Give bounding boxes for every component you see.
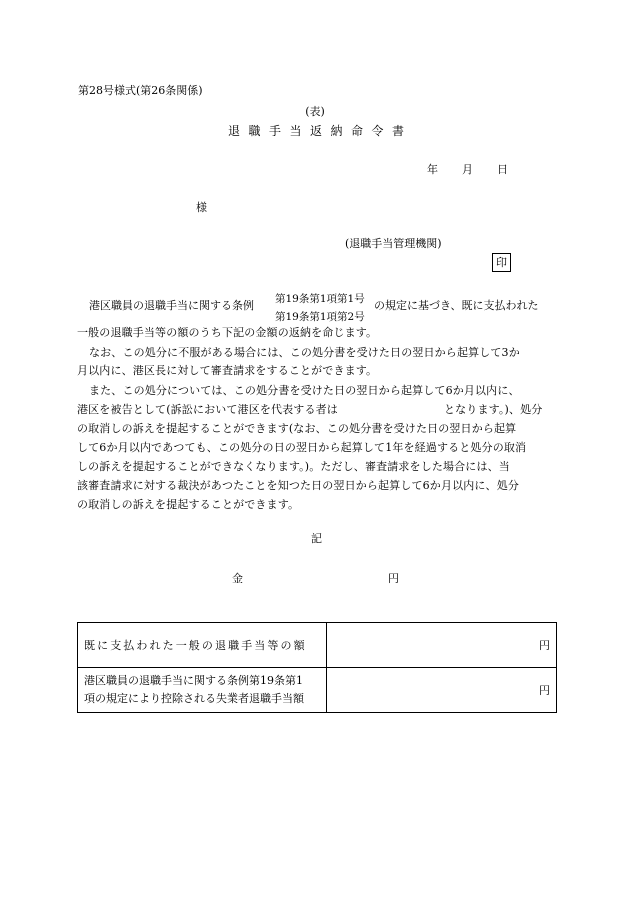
date-year: 年: [427, 163, 438, 176]
paragraph3-line3: の取消しの訴えを提起することができます(なお、この処分書を受けた日の翌日から起算: [77, 422, 517, 435]
table-row: [78, 623, 557, 668]
article-options: [275, 290, 365, 326]
paragraph3-line2b: となります。)、処分: [444, 403, 543, 416]
paragraph3-line6: 該審査請求に対する裁決があつたことを知つた日の翌日から起算して6か月以内に、処分: [77, 479, 519, 492]
table-row: [78, 668, 557, 713]
document-title: 退職手当返納命令書: [228, 124, 413, 138]
form-number: 第28号様式(第26条関係): [78, 84, 203, 97]
row2-label-line2: 項の規定により控除される失業者退職手当額: [84, 692, 304, 705]
row1-unit: 円: [327, 623, 557, 668]
article-option-1: 第19条第1項第1号: [275, 293, 365, 305]
paragraph3-line1: また、この処分については、この処分書を受けた日の翌日から起算して6か月以内に、: [89, 384, 520, 397]
paragraph3-line2a: 港区を被告として(訴訟において港区を代表する者は: [77, 403, 338, 416]
seal-mark: [492, 253, 511, 272]
date-day: 日: [497, 163, 508, 176]
row2-unit: 円: [327, 668, 557, 713]
amount-table: [77, 622, 557, 713]
addressee-suffix: 様: [196, 201, 207, 214]
row2-label: [78, 668, 327, 713]
paragraph1-suffix: の規定に基づき、既に支払われた: [374, 299, 539, 312]
paragraph3-line4: して6か月以内であつても、この処分の日の翌日から起算して1年を経過すると処分の取消: [77, 441, 527, 454]
paragraph3-line7: の取消しの訴えを提起することができます。: [77, 498, 300, 511]
row1-label: 既に支払われた一般の退職手当等の額: [78, 623, 327, 668]
row2-label-line1: 港区職員の退職手当に関する条例第19条第1: [84, 674, 303, 687]
article-option-2: 第19条第1項第2号: [275, 311, 365, 323]
amount-kin: 金: [232, 572, 243, 585]
paragraph2-line2: 月以内に、港区長に対して審査請求をすることができます。: [77, 364, 378, 377]
paragraph2-line1: なお、この処分に不服がある場合には、この処分書を受けた日の翌日から起算して3か: [89, 346, 520, 359]
amount-yen: 円: [388, 572, 399, 585]
date-month: 月: [462, 163, 473, 176]
paragraph1-prefix: 港区職員の退職手当に関する条例: [89, 299, 254, 312]
issuing-organization: (退職手当管理機関): [345, 237, 442, 250]
side-label: (表): [305, 105, 325, 118]
paragraph3-line5: しの訴えを提起することができなくなります。)。ただし、審査請求をした場合には、当: [77, 460, 510, 473]
seal-text: 印: [496, 256, 507, 269]
paragraph1-line2: 一般の退職手当等の額のうち下記の金額の返納を命じます。: [77, 326, 378, 339]
ki-heading: 記: [311, 532, 322, 545]
